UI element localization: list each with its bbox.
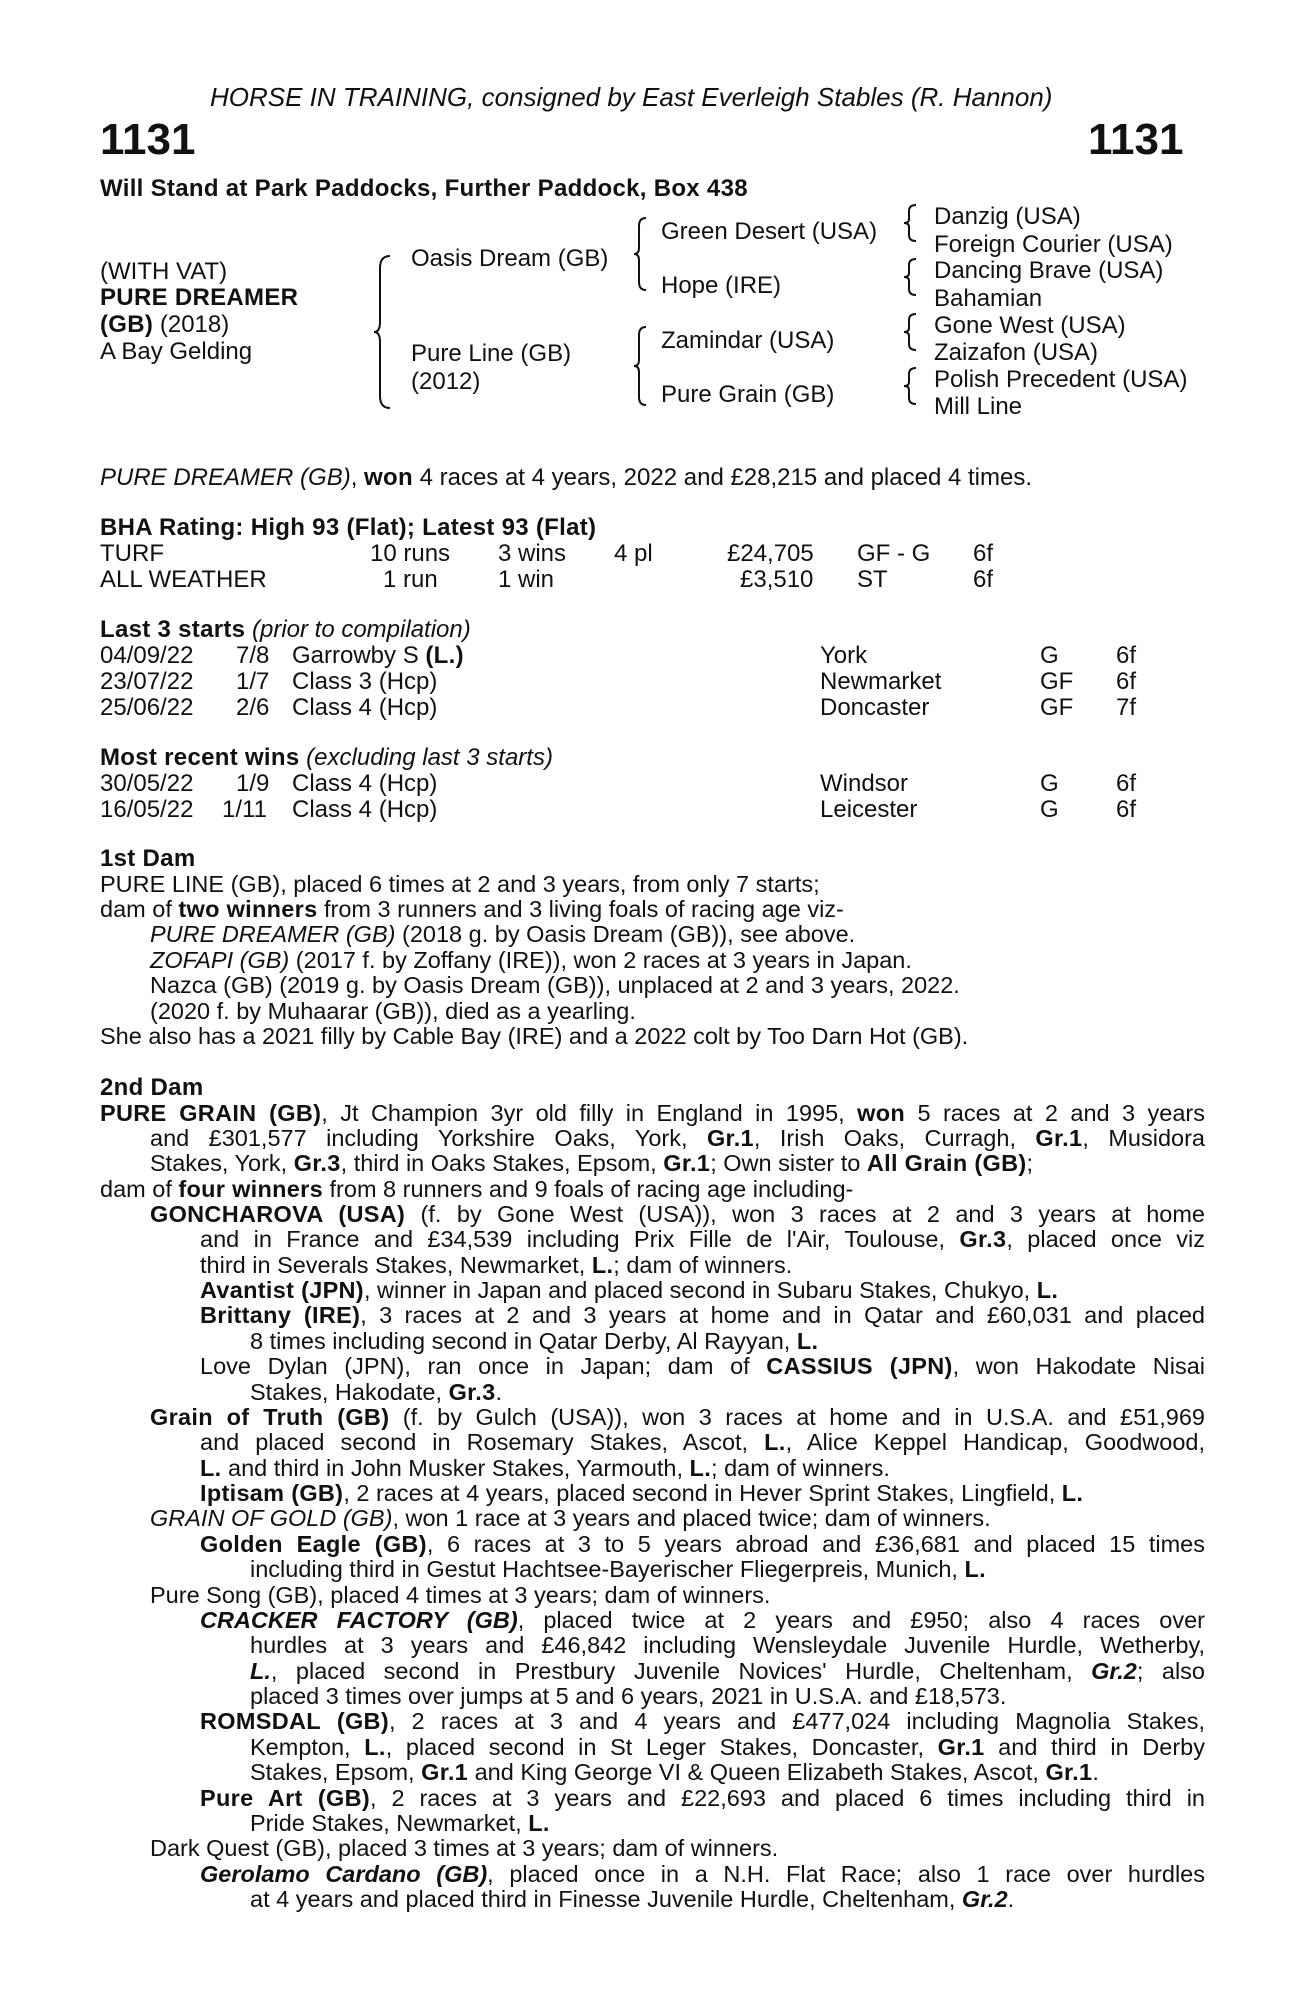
pedigree-brace-main (372, 252, 394, 412)
win-date: 16/05/22 (100, 796, 194, 823)
win-race: Class 4 (Hcp) (292, 770, 438, 797)
rating-title: BHA Rating: High 93 (Flat); Latest 93 (Flat) (100, 514, 597, 541)
second-dam-produce: Dark Quest (GB), placed 3 times at 3 years; dam of winners. (150, 1835, 779, 1861)
win-date: 30/05/22 (100, 770, 194, 797)
rating-money: £3,510 (740, 566, 814, 593)
first-dam-produce: PURE DREAMER (GB) (2018 g. by Oasis Dream (GB)), see above. (150, 921, 856, 947)
start-course: Doncaster (820, 694, 930, 721)
first-dam-produce: ZOFAPI (GB) (2017 f. by Zoffany (IRE)), won 2 races at 3 years in Japan. (150, 947, 912, 973)
start-date: 23/07/22 (100, 668, 194, 695)
second-dam-produce: L., placed second in Prestbury Juvenile Novices' Hurdle, Cheltenham, Gr.2; also (250, 1658, 1206, 1684)
start-course: York (820, 642, 868, 669)
pedigree-brace-dd (902, 365, 920, 407)
pedigree-dds: Polish Precedent (USA) (934, 366, 1188, 393)
second-dam-produce: Grain of Truth (GB) (f. by Gulch (USA)), won 3 races at home and in U.S.A. and £51,969 (150, 1404, 1205, 1430)
start-date: 25/06/22 (100, 694, 194, 721)
pedigree-sire-sire: Green Desert (USA) (661, 218, 878, 245)
win-distance: 6f (1116, 796, 1137, 823)
second-dam-produce: Pure Song (GB), placed 4 times at 3 years; dam of winners. (150, 1582, 771, 1608)
start-race: Class 4 (Hcp) (292, 694, 438, 721)
second-dam-produce: GRAIN OF GOLD (GB), won 1 race at 3 years and placed twice; dam of winners. (150, 1505, 991, 1531)
second-dam-produce: third in Severals Stakes, Newmarket, L.; dam of winners. (200, 1252, 793, 1278)
second-dam-produce: placed 3 times over jumps at 5 and 6 years, 2021 in U.S.A. and £18,573. (250, 1683, 1007, 1709)
rating-distance: 6f (973, 540, 994, 567)
rating-placed: 4 pl (614, 540, 653, 567)
start-distance: 6f (1116, 642, 1137, 669)
pedigree-sss: Danzig (USA) (934, 203, 1081, 230)
rating-surface: ALL WEATHER (100, 566, 267, 593)
second-dam-produce: CRACKER FACTORY (GB), placed twice at 2 years and £950; also 4 races over (200, 1607, 1205, 1633)
second-dam-produce: Avantist (JPN), winner in Japan and placed second in Subaru Stakes, Chukyo, L. (200, 1277, 1059, 1303)
second-dam-produce: at 4 years and placed third in Finesse Juvenile Hurdle, Cheltenham, Gr.2. (250, 1886, 1015, 1912)
second-dam-produce: Pride Stakes, Newmarket, L. (250, 1810, 550, 1836)
win-race: Class 4 (Hcp) (292, 796, 438, 823)
pedigree-dsd: Zaizafon (USA) (934, 339, 1099, 366)
second-dam-produce: Gerolamo Cardano (GB), placed once in a N.H. Flat Race; also 1 race over hurdles (200, 1861, 1205, 1887)
horse-name: PURE DREAMER (100, 284, 299, 311)
start-going: G (1040, 642, 1059, 669)
second-dam-line: Stakes, York, Gr.3, third in Oaks Stakes, Epsom, Gr.1; Own sister to All Grain (GB); (150, 1150, 1034, 1176)
consignor-line: HORSE IN TRAINING, consigned by East Everleigh Stables (R. Hannon) (210, 82, 1053, 112)
start-distance: 6f (1116, 668, 1137, 695)
first-dam-line: dam of two winners from 3 runners and 3 living foals of racing age viz- (100, 896, 844, 922)
second-dam-produce: Golden Eagle (GB), 6 races at 3 to 5 years abroad and £36,681 and placed 15 times (200, 1531, 1206, 1557)
race-summary: PURE DREAMER (GB), won 4 races at 4 years, 2022 and £28,215 and placed 4 times. (100, 464, 1032, 491)
second-dam-produce: L. and third in John Musker Stakes, Yarmouth, L.; dam of winners. (200, 1455, 890, 1481)
first-dam-produce: (2020 f. by Muhaarar (GB)), died as a yearling. (150, 998, 636, 1024)
second-dam-heading: 2nd Dam (100, 1074, 204, 1101)
last-starts-heading: Last 3 starts (prior to compilation) (100, 616, 471, 643)
pedigree-dam-dam: Pure Grain (GB) (661, 381, 835, 408)
start-course: Newmarket (820, 668, 942, 695)
win-position: 1/9 (236, 770, 270, 797)
first-dam-produce: Nazca (GB) (2019 g. by Oasis Dream (GB)), unplaced at 2 and 3 years, 2022. (150, 972, 960, 998)
start-date: 04/09/22 (100, 642, 194, 669)
pedigree-brace-sire (632, 214, 650, 294)
start-going: GF (1040, 694, 1074, 721)
win-going: G (1040, 770, 1059, 797)
first-dam-heading: 1st Dam (100, 845, 196, 872)
rating-going: ST (857, 566, 888, 593)
rating-wins: 1 win (498, 566, 555, 593)
pedigree-sire-dam: Hope (IRE) (661, 272, 782, 299)
start-race: Garrowby S (L.) (292, 642, 464, 669)
pedigree-brace-ds (902, 311, 920, 353)
lot-number-left: 1131 (100, 115, 196, 164)
pedigree-sdd: Bahamian (934, 285, 1043, 312)
start-position: 7/8 (236, 642, 270, 669)
second-dam-produce: Stakes, Hakodate, Gr.3. (250, 1379, 503, 1405)
rating-going: GF - G (857, 540, 931, 567)
start-distance: 7f (1116, 694, 1137, 721)
win-distance: 6f (1116, 770, 1137, 797)
second-dam-line: dam of four winners from 8 runners and 9 foals of racing age including- (100, 1176, 854, 1202)
pedigree-ssd: Foreign Courier (USA) (934, 231, 1173, 258)
pedigree-dam-sire: Zamindar (USA) (661, 327, 835, 354)
start-race: Class 3 (Hcp) (292, 668, 438, 695)
win-course: Leicester (820, 796, 918, 823)
pedigree-sire: Oasis Dream (GB) (411, 245, 609, 272)
first-dam-line: PURE LINE (GB), placed 6 times at 2 and 3 years, from only 7 starts; (100, 871, 820, 897)
win-course: Windsor (820, 770, 909, 797)
vat-status: (WITH VAT) (100, 258, 228, 285)
second-dam-produce: ROMSDAL (GB), 2 races at 3 and 4 years and £477,024 including Magnolia Stakes, (200, 1708, 1206, 1734)
rating-wins: 3 wins (498, 540, 567, 567)
rating-surface: TURF (100, 540, 164, 567)
pedigree-brace-ss (902, 202, 920, 244)
rating-runs: 10 runs (370, 540, 451, 567)
horse-description: A Bay Gelding (100, 338, 253, 365)
second-dam-produce: Pure Art (GB), 2 races at 3 years and £22,693 and placed 6 times including third in (200, 1785, 1205, 1811)
second-dam-produce: including third in Gestut Hachtsee-Bayerischer Fliegerpreis, Munich, L. (250, 1556, 986, 1582)
second-dam-produce: hurdles at 3 years and £46,842 including Wensleydale Juvenile Hurdle, Wetherby, (250, 1632, 1205, 1658)
horse-origin: (GB) (2018) (100, 311, 230, 338)
pedigree-brace-sd (902, 256, 920, 298)
second-dam-produce: and placed second in Rosemary Stakes, Ascot, L., Alice Keppel Handicap, Goodwood, (200, 1429, 1205, 1455)
rating-distance: 6f (973, 566, 994, 593)
pedigree-dss: Gone West (USA) (934, 312, 1126, 339)
second-dam-produce: Stakes, Epsom, Gr.1 and King George VI & Queen Elizabeth Stakes, Ascot, Gr.1. (250, 1759, 1099, 1785)
second-dam-line: PURE GRAIN (GB), Jt Champion 3yr old filly in England in 1995, won 5 races at 2 and 3 years (100, 1100, 1205, 1126)
win-position: 1/11 (222, 796, 267, 823)
pedigree-dam: Pure Line (GB) (411, 340, 572, 367)
second-dam-produce: GONCHAROVA (USA) (f. by Gone West (USA)), won 3 races at 2 and 3 years at home (150, 1201, 1205, 1227)
second-dam-produce: and in France and £34,539 including Prix Fille de l'Air, Toulouse, Gr.3, placed once viz (200, 1226, 1205, 1252)
win-going: G (1040, 796, 1059, 823)
second-dam-produce: 8 times including second in Qatar Derby, Al Rayyan, L. (250, 1328, 819, 1354)
recent-wins-heading: Most recent wins (excluding last 3 starts) (100, 744, 553, 771)
second-dam-produce: Love Dylan (JPN), ran once in Japan; dam of CASSIUS (JPN), won Hakodate Nisai (200, 1353, 1205, 1379)
pedigree-dam-year: (2012) (411, 368, 481, 395)
pedigree-sds: Dancing Brave (USA) (934, 257, 1164, 284)
pedigree-brace-dam (632, 323, 650, 409)
second-dam-line: and £301,577 including Yorkshire Oaks, York, Gr.1, Irish Oaks, Curragh, Gr.1, Musidora (150, 1125, 1205, 1151)
start-going: GF (1040, 668, 1074, 695)
pedigree-ddd: Mill Line (934, 393, 1023, 420)
first-dam-line: She also has a 2021 filly by Cable Bay (IRE) and a 2022 colt by Too Darn Hot (GB). (100, 1023, 969, 1049)
start-position: 2/6 (236, 694, 270, 721)
second-dam-produce: Iptisam (GB), 2 races at 4 years, placed second in Hever Sprint Stakes, Lingfield, L. (200, 1480, 1084, 1506)
second-dam-produce: Kempton, L., placed second in St Leger Stakes, Doncaster, Gr.1 and third in Derby (250, 1734, 1205, 1760)
rating-runs: 1 run (383, 566, 438, 593)
lot-number-right: 1131 (1088, 115, 1184, 164)
rating-money: £24,705 (727, 540, 814, 567)
start-position: 1/7 (236, 668, 270, 695)
stand-location: Will Stand at Park Paddocks, Further Paddock, Box 438 (100, 175, 748, 202)
second-dam-produce: Brittany (IRE), 3 races at 2 and 3 years at home and in Qatar and £60,031 and placed (200, 1302, 1205, 1328)
